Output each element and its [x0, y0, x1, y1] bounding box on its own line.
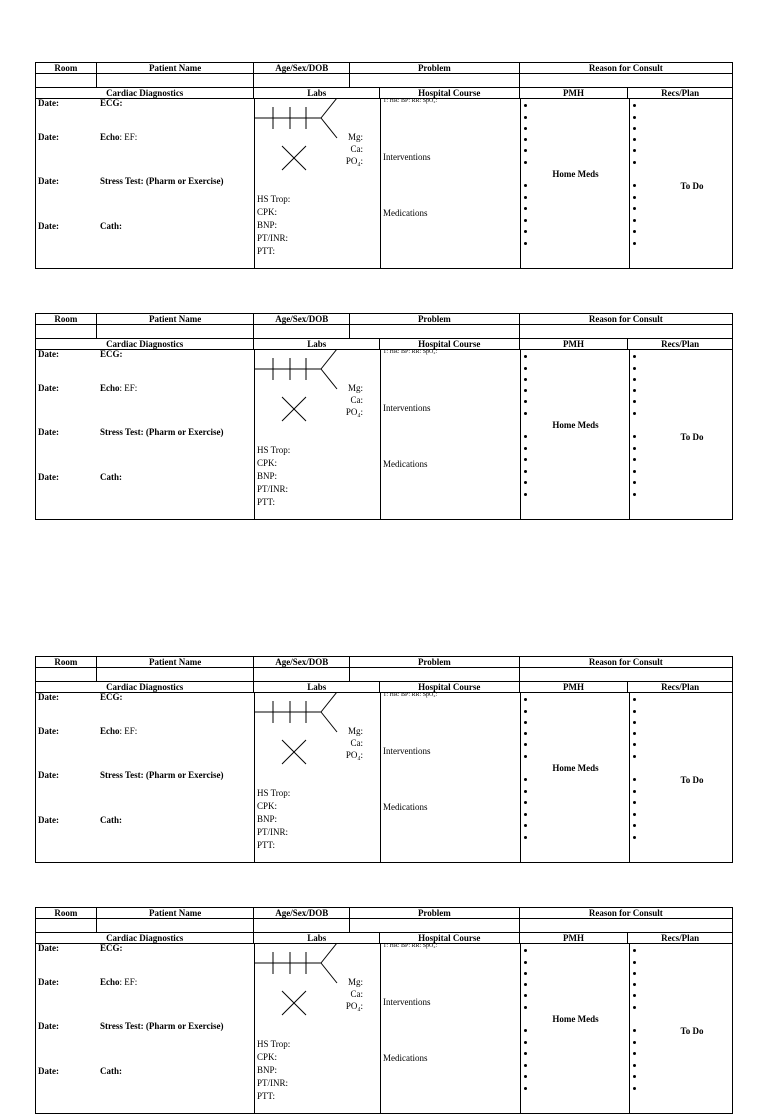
- bullet: [524, 743, 527, 746]
- cardiac-diagnostics-header: Cardiac Diagnostics: [36, 339, 254, 349]
- bullet: [633, 1087, 636, 1090]
- cath-label: Cath:: [100, 221, 122, 231]
- bullet: [633, 994, 636, 997]
- bullet: [524, 983, 527, 986]
- labs-header: Labs: [254, 933, 380, 943]
- ecg-label: ECG:: [100, 349, 123, 359]
- medications-label: Medications: [383, 208, 428, 218]
- mg-label: Mg:: [347, 383, 363, 393]
- age-sex-dob-field[interactable]: [254, 919, 350, 932]
- date-label: Date:: [38, 726, 59, 736]
- bullet: [524, 435, 527, 438]
- bullet: [633, 116, 636, 119]
- bullet: [633, 470, 636, 473]
- reason-for-consult-header: Reason for Consult: [588, 657, 663, 667]
- labs-column[interactable]: [255, 349, 381, 519]
- bullet: [633, 458, 636, 461]
- patient-name-field[interactable]: [97, 74, 255, 87]
- reason-for-consult-field[interactable]: [520, 74, 732, 87]
- hospital-course-header: Hospital Course: [380, 339, 520, 349]
- room-header: Room: [36, 314, 97, 324]
- bullet: [633, 983, 636, 986]
- recs-plan-header: Recs/Plan: [661, 933, 700, 943]
- bullet: [524, 755, 527, 758]
- patient-name-field[interactable]: [97, 668, 255, 681]
- stress-test-label: Stress Test: (Pharm or Exercise): [100, 427, 224, 437]
- date-label: Date:: [38, 815, 59, 825]
- reason-for-consult-field[interactable]: [520, 668, 732, 681]
- sheet-body: [35, 98, 733, 269]
- sheet-body: [35, 943, 733, 1114]
- vitals-label: T: HR: BP: RR: SpO₂:: [383, 349, 438, 355]
- hs-trop-label: HS Trop:: [257, 788, 291, 798]
- bullet: [633, 949, 636, 952]
- bullet: [524, 389, 527, 392]
- ca-label: Ca:: [350, 989, 363, 999]
- bullet: [524, 1075, 527, 1078]
- bullet: [633, 1075, 636, 1078]
- sheet-body: [35, 349, 733, 520]
- bullet: [524, 161, 527, 164]
- po4-label: PO₄:: [345, 1001, 363, 1011]
- entry-row: [35, 918, 733, 933]
- pt-inr-label: PT/INR:: [257, 484, 289, 494]
- bullet: [633, 1029, 636, 1032]
- to-do-label: To Do: [680, 181, 704, 191]
- labs-column[interactable]: [255, 98, 381, 268]
- date-label: Date:: [38, 692, 59, 702]
- cpk-label: CPK:: [257, 207, 278, 217]
- bullet: [524, 949, 527, 952]
- bullet: [524, 1052, 527, 1055]
- bullet: [633, 355, 636, 358]
- medications-label: Medications: [383, 802, 428, 812]
- recs-plan-column[interactable]: [630, 349, 734, 519]
- home-meds-label: Home Meds: [552, 1014, 599, 1024]
- patient-name-header: Patient Name: [97, 657, 255, 667]
- bullet: [524, 367, 527, 370]
- age-sex-dob-header: Age/Sex/DOB: [254, 63, 350, 73]
- interventions-label: Interventions: [383, 152, 431, 162]
- hospital-course-column[interactable]: [381, 692, 521, 862]
- age-sex-dob-field[interactable]: [254, 668, 350, 681]
- bullet: [524, 1087, 527, 1090]
- entry-row: [35, 324, 733, 339]
- bullet: [633, 721, 636, 724]
- pt-inr-label: PT/INR:: [257, 1078, 289, 1088]
- sheet-body: [35, 692, 733, 863]
- bullet: [524, 447, 527, 450]
- age-sex-dob-header: Age/Sex/DOB: [254, 657, 350, 667]
- echo-label: Echo: EF:: [100, 383, 138, 393]
- labs-header: Labs: [254, 682, 380, 692]
- bullet: [633, 813, 636, 816]
- bullet: [633, 219, 636, 222]
- bullet: [524, 1029, 527, 1032]
- ptt-label: PTT:: [257, 1091, 276, 1101]
- bnp-label: BNP:: [257, 814, 278, 824]
- bullet: [524, 138, 527, 141]
- pmh-column[interactable]: [521, 98, 630, 268]
- pt-inr-label: PT/INR:: [257, 233, 289, 243]
- cpk-label: CPK:: [257, 458, 278, 468]
- cardiac-diagnostics-column[interactable]: [36, 692, 255, 862]
- room-header: Room: [36, 908, 97, 918]
- bullet: [524, 972, 527, 975]
- ecg-label: ECG:: [100, 943, 123, 953]
- hospital-course-column[interactable]: [381, 349, 521, 519]
- cath-label: Cath:: [100, 472, 122, 482]
- recs-plan-header: Recs/Plan: [661, 682, 700, 692]
- bullet: [633, 778, 636, 781]
- bullet: [524, 790, 527, 793]
- patient-name-field[interactable]: [97, 325, 255, 338]
- echo-label: Echo: EF:: [100, 132, 138, 142]
- bullet: [633, 801, 636, 804]
- bullet: [633, 447, 636, 450]
- bullet: [633, 698, 636, 701]
- ca-label: Ca:: [350, 738, 363, 748]
- bullet: [524, 219, 527, 222]
- bullet: [524, 458, 527, 461]
- bullet: [524, 493, 527, 496]
- bullet: [633, 196, 636, 199]
- bnp-label: BNP:: [257, 220, 278, 230]
- ecg-label: ECG:: [100, 98, 123, 108]
- mg-label: Mg:: [347, 132, 363, 142]
- bullet: [633, 743, 636, 746]
- bullet: [524, 710, 527, 713]
- bullet: [524, 127, 527, 130]
- bullet: [524, 378, 527, 381]
- labs-header: Labs: [254, 339, 380, 349]
- ca-label: Ca:: [350, 395, 363, 405]
- labs-column[interactable]: [255, 943, 381, 1113]
- bullet: [633, 1006, 636, 1009]
- pmh-header: PMH: [520, 88, 629, 98]
- date-label: Date:: [38, 383, 59, 393]
- ca-label: Ca:: [350, 144, 363, 154]
- bullet: [633, 412, 636, 415]
- vitals-label: T: HR: BP: RR: SpO₂:: [383, 692, 438, 698]
- bullet: [524, 1041, 527, 1044]
- bullet: [633, 242, 636, 245]
- pmh-header: PMH: [520, 682, 629, 692]
- stress-test-label: Stress Test: (Pharm or Exercise): [100, 176, 224, 186]
- bullet: [633, 1052, 636, 1055]
- date-label: Date:: [38, 221, 59, 231]
- age-sex-dob-field[interactable]: [254, 74, 350, 87]
- labs-column[interactable]: [255, 692, 381, 862]
- problem-header: Problem: [350, 314, 520, 324]
- bullet: [633, 138, 636, 141]
- room-field[interactable]: [36, 74, 97, 87]
- bullet: [524, 836, 527, 839]
- echo-label: Echo: EF:: [100, 977, 138, 987]
- consult-sheet: [35, 656, 733, 863]
- bullet: [524, 149, 527, 152]
- patient-name-field[interactable]: [97, 919, 255, 932]
- problem-header: Problem: [350, 63, 520, 73]
- entry-row: [35, 73, 733, 88]
- cath-label: Cath:: [100, 815, 122, 825]
- consult-sheet: [35, 907, 733, 1114]
- date-label: Date:: [38, 1066, 59, 1076]
- problem-field[interactable]: [350, 668, 520, 681]
- reason-for-consult-field[interactable]: [520, 919, 732, 932]
- interventions-label: Interventions: [383, 997, 431, 1007]
- age-sex-dob-header: Age/Sex/DOB: [254, 908, 350, 918]
- bullet: [524, 242, 527, 245]
- vitals-label: T: HR: BP: RR: SpO₂:: [383, 98, 438, 104]
- cardiac-diagnostics-column[interactable]: [36, 98, 255, 268]
- date-label: Date:: [38, 132, 59, 142]
- patient-name-header: Patient Name: [97, 63, 255, 73]
- reason-for-consult-header: Reason for Consult: [588, 314, 663, 324]
- bullet: [524, 732, 527, 735]
- labs-header: Labs: [254, 88, 380, 98]
- bullet: [524, 412, 527, 415]
- medications-label: Medications: [383, 459, 428, 469]
- cpk-label: CPK:: [257, 1052, 278, 1062]
- pt-inr-label: PT/INR:: [257, 827, 289, 837]
- home-meds-label: Home Meds: [552, 420, 599, 430]
- bullet: [633, 104, 636, 107]
- interventions-label: Interventions: [383, 403, 431, 413]
- bullet: [524, 801, 527, 804]
- bullet: [633, 207, 636, 210]
- date-label: Date:: [38, 977, 59, 987]
- recs-plan-column[interactable]: [630, 692, 734, 862]
- date-label: Date:: [38, 176, 59, 186]
- interventions-label: Interventions: [383, 746, 431, 756]
- date-label: Date:: [38, 98, 59, 108]
- echo-label: Echo: EF:: [100, 726, 138, 736]
- age-sex-dob-field[interactable]: [254, 325, 350, 338]
- pmh-header: PMH: [520, 933, 629, 943]
- hospital-course-header: Hospital Course: [380, 88, 520, 98]
- recs-plan-header: Recs/Plan: [661, 339, 700, 349]
- reason-for-consult-header: Reason for Consult: [588, 908, 663, 918]
- stress-test-label: Stress Test: (Pharm or Exercise): [100, 1021, 224, 1031]
- pmh-header: PMH: [520, 339, 629, 349]
- bullet: [633, 184, 636, 187]
- bullet: [633, 127, 636, 130]
- pmh-column[interactable]: [521, 692, 630, 862]
- patient-name-header: Patient Name: [97, 908, 255, 918]
- mg-label: Mg:: [347, 726, 363, 736]
- date-label: Date:: [38, 349, 59, 359]
- home-meds-label: Home Meds: [552, 169, 599, 179]
- cath-label: Cath:: [100, 1066, 122, 1076]
- bullet: [524, 207, 527, 210]
- recs-plan-header: Recs/Plan: [661, 88, 700, 98]
- ptt-label: PTT:: [257, 840, 276, 850]
- problem-field[interactable]: [350, 325, 520, 338]
- bullet: [524, 400, 527, 403]
- bullet: [524, 116, 527, 119]
- cardiac-diagnostics-header: Cardiac Diagnostics: [36, 88, 254, 98]
- bullet: [524, 961, 527, 964]
- bullet: [633, 824, 636, 827]
- bullet: [524, 813, 527, 816]
- problem-field[interactable]: [350, 74, 520, 87]
- bullet: [633, 435, 636, 438]
- problem-field[interactable]: [350, 919, 520, 932]
- vitals-label: T: HR: BP: RR: SpO₂:: [383, 943, 438, 949]
- ptt-label: PTT:: [257, 246, 276, 256]
- cardiac-diagnostics-header: Cardiac Diagnostics: [36, 682, 254, 692]
- consult-sheet: [35, 313, 733, 520]
- hospital-course-header: Hospital Course: [380, 682, 520, 692]
- date-label: Date:: [38, 770, 59, 780]
- bullet: [633, 961, 636, 964]
- consult-sheet: [35, 62, 733, 269]
- room-field[interactable]: [36, 668, 97, 681]
- bullet: [633, 389, 636, 392]
- bullet: [633, 493, 636, 496]
- bullet: [633, 149, 636, 152]
- age-sex-dob-header: Age/Sex/DOB: [254, 314, 350, 324]
- bullet: [524, 184, 527, 187]
- ptt-label: PTT:: [257, 497, 276, 507]
- date-label: Date:: [38, 943, 59, 953]
- stress-test-label: Stress Test: (Pharm or Exercise): [100, 770, 224, 780]
- cardiac-diagnostics-column[interactable]: [36, 349, 255, 519]
- bullet: [633, 755, 636, 758]
- bullet: [524, 230, 527, 233]
- hospital-course-column[interactable]: [381, 98, 521, 268]
- bullet: [524, 104, 527, 107]
- hs-trop-label: HS Trop:: [257, 1039, 291, 1049]
- bnp-label: BNP:: [257, 471, 278, 481]
- bullet: [524, 355, 527, 358]
- bullet: [524, 1006, 527, 1009]
- hospital-course-header: Hospital Course: [380, 933, 520, 943]
- recs-plan-column[interactable]: [630, 98, 734, 268]
- room-field[interactable]: [36, 919, 97, 932]
- po4-label: PO₄:: [345, 156, 363, 166]
- bullet: [633, 367, 636, 370]
- home-meds-label: Home Meds: [552, 763, 599, 773]
- bullet: [524, 698, 527, 701]
- room-header: Room: [36, 657, 97, 667]
- hs-trop-label: HS Trop:: [257, 194, 291, 204]
- bullet: [633, 161, 636, 164]
- po4-label: PO₄:: [345, 407, 363, 417]
- date-label: Date:: [38, 1021, 59, 1031]
- bullet: [524, 778, 527, 781]
- bullet: [524, 1064, 527, 1067]
- reason-for-consult-header: Reason for Consult: [588, 63, 663, 73]
- hospital-course-column[interactable]: [381, 943, 521, 1113]
- to-do-label: To Do: [680, 432, 704, 442]
- ecg-label: ECG:: [100, 692, 123, 702]
- bullet: [524, 994, 527, 997]
- problem-header: Problem: [350, 908, 520, 918]
- bnp-label: BNP:: [257, 1065, 278, 1075]
- bullet: [633, 1064, 636, 1067]
- bullet: [633, 1041, 636, 1044]
- pmh-column[interactable]: [521, 349, 630, 519]
- entry-row: [35, 667, 733, 682]
- to-do-label: To Do: [680, 775, 704, 785]
- room-field[interactable]: [36, 325, 97, 338]
- bullet: [633, 481, 636, 484]
- po4-label: PO₄:: [345, 750, 363, 760]
- bullet: [633, 710, 636, 713]
- bullet: [633, 972, 636, 975]
- bullet: [633, 400, 636, 403]
- recs-plan-column[interactable]: [630, 943, 734, 1113]
- mg-label: Mg:: [347, 977, 363, 987]
- date-label: Date:: [38, 427, 59, 437]
- bullet: [633, 790, 636, 793]
- patient-name-header: Patient Name: [97, 314, 255, 324]
- bullet: [524, 196, 527, 199]
- reason-for-consult-field[interactable]: [520, 325, 732, 338]
- pmh-column[interactable]: [521, 943, 630, 1113]
- bullet: [633, 230, 636, 233]
- bullet: [633, 732, 636, 735]
- bullet: [524, 470, 527, 473]
- bullet: [524, 481, 527, 484]
- room-header: Room: [36, 63, 97, 73]
- hs-trop-label: HS Trop:: [257, 445, 291, 455]
- cardiac-diagnostics-column[interactable]: [36, 943, 255, 1113]
- cpk-label: CPK:: [257, 801, 278, 811]
- bullet: [633, 378, 636, 381]
- bullet: [524, 824, 527, 827]
- problem-header: Problem: [350, 657, 520, 667]
- cardiac-diagnostics-header: Cardiac Diagnostics: [36, 933, 254, 943]
- to-do-label: To Do: [680, 1026, 704, 1036]
- bullet: [524, 721, 527, 724]
- medications-label: Medications: [383, 1053, 428, 1063]
- bullet: [633, 836, 636, 839]
- date-label: Date:: [38, 472, 59, 482]
